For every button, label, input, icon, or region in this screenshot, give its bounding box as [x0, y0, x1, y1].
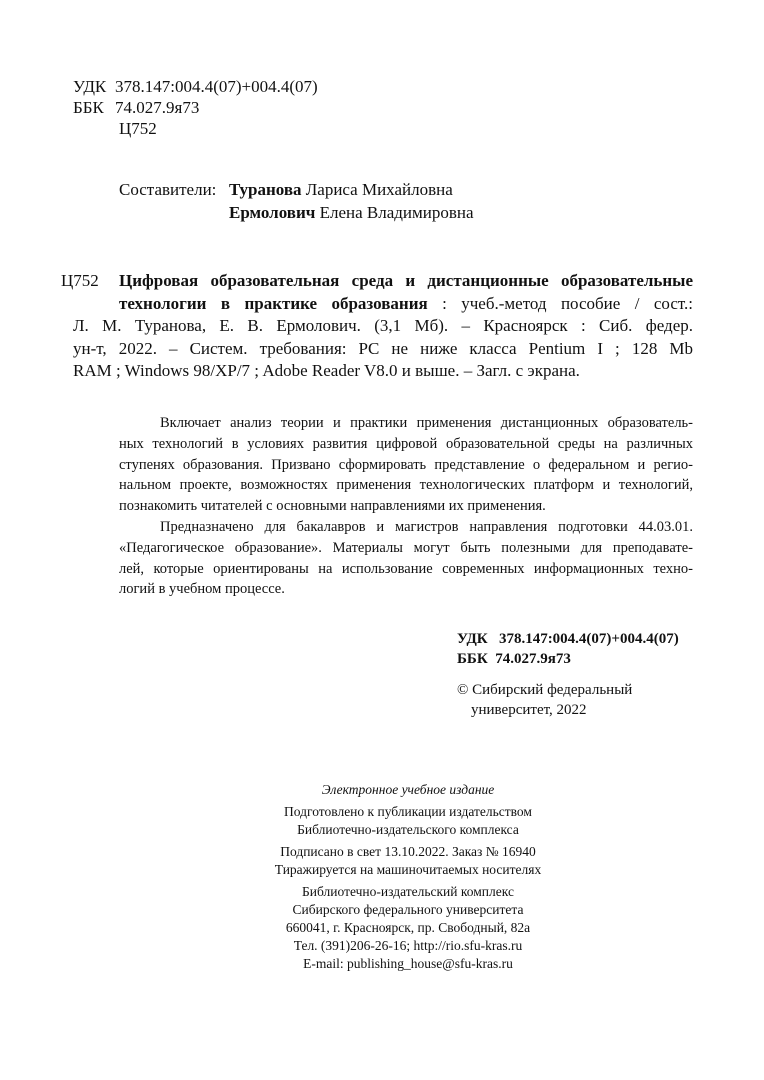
bbk-line — [73, 97, 199, 118]
annotation-line: «Педагогическое образование». Материалы могут быть полезными для преподавате- — [119, 539, 693, 556]
imprint-line: Подготовлено к публикации издательством — [284, 804, 532, 819]
imprint-line: 660041, г. Красноярск, пр. Свободный, 82а — [285, 920, 531, 935]
edition-type-text: Электронное учебное издание — [321, 782, 495, 797]
imprint-prepared — [26, 803, 764, 839]
annotation-line: Включает анализ теории и практики применения дистанционных образователь- — [160, 415, 693, 431]
imprint-line: Библиотечно-издательский комплекс — [302, 884, 514, 899]
imprint-line: Подписано в свет 13.10.2022. Заказ № 16940 — [280, 844, 536, 859]
bbk-value: 74.027.9я73 — [115, 98, 200, 117]
annotation-paragraph-1 — [119, 413, 693, 517]
annotation-line: ных технологий в условиях развития цифровой образовательной среды на различных — [119, 435, 693, 452]
annotation-line: нальном проекте, возможностях применения технологических платформ и технологий, — [119, 477, 693, 494]
imprint-line: Тиражируется на машиночитаемых носителях — [274, 862, 542, 877]
imprint-line: Библиотечно-издательского комплекса — [297, 822, 519, 837]
author-sign: Ц752 — [119, 119, 157, 138]
copyright-line-2: университет, 2022 — [471, 702, 587, 718]
imprint-publisher — [26, 883, 764, 973]
udk-repeat: УДК 378.147:004.4(07)+004.4(07) — [457, 631, 679, 647]
imprint-line: Тел. (391)206-26-16; http://rio.sfu-kras.ru — [293, 938, 523, 953]
annotation-line: Предназначено для бакалавров и магистров направления подготовки 44.03.01. — [160, 519, 693, 535]
compiler-2-name: Елена Владимировна — [319, 203, 474, 222]
bib-line: Л. М. Туранова, Е. В. Ермолович. (3,1 Мб). – Красноярск : Сиб. федер. — [73, 316, 693, 335]
imprint-line: E-mail: publishing_house@sfu-kras.ru — [303, 956, 513, 971]
copyright-line-1: © Сибирский федеральный — [457, 682, 633, 698]
bib-index: Ц752 — [61, 271, 99, 290]
annotation-line: лей, которые ориентированы на использование современных информационных техно- — [119, 560, 693, 577]
imprint-signed — [26, 843, 764, 879]
bbk-label: ББК — [73, 98, 104, 117]
bib-line: ун-т, 2022. – Систем. требования: PC не ниже класса Pentium I ; 128 Mb — [73, 338, 693, 358]
compiler-2-surname: Ермолович — [229, 203, 316, 222]
bibliographic-record — [61, 270, 693, 383]
compilers-label: Составители: — [119, 180, 217, 199]
annotation-line: познакомить читателей с основными направлениями их применения. — [119, 498, 546, 515]
bib-line: Цифровая образовательная среда и дистанционные образовательные — [119, 271, 693, 290]
bbk-repeat: ББК 74.027.9я73 — [457, 651, 571, 667]
compiler-1 — [229, 178, 453, 201]
bib-line: RAM ; Windows 98/XP/7 ; Adobe Reader V8.0 и выше. – Загл. с экрана. — [73, 361, 580, 380]
compiler-1-surname: Туранова — [229, 180, 302, 199]
udk-label: УДК — [73, 77, 107, 96]
bib-text — [73, 270, 693, 383]
imprint-line: Сибирского федерального университета — [292, 902, 524, 917]
bib-line: технологии в практике образования : учеб.-метод пособие / сост.: — [119, 293, 693, 313]
udk-line — [73, 76, 318, 97]
annotation-line: логий в учебном процессе. — [119, 581, 285, 598]
compiler-2 — [229, 201, 474, 224]
compiler-1-name: Лариса Михайловна — [305, 180, 453, 199]
udk-value: 378.147:004.4(07)+004.4(07) — [115, 77, 318, 96]
annotation-line: ступенях образования. Призвано сформировать представление о федеральном и регио- — [119, 456, 693, 473]
edition-type — [26, 781, 764, 799]
annotation-paragraph-2 — [119, 517, 693, 600]
